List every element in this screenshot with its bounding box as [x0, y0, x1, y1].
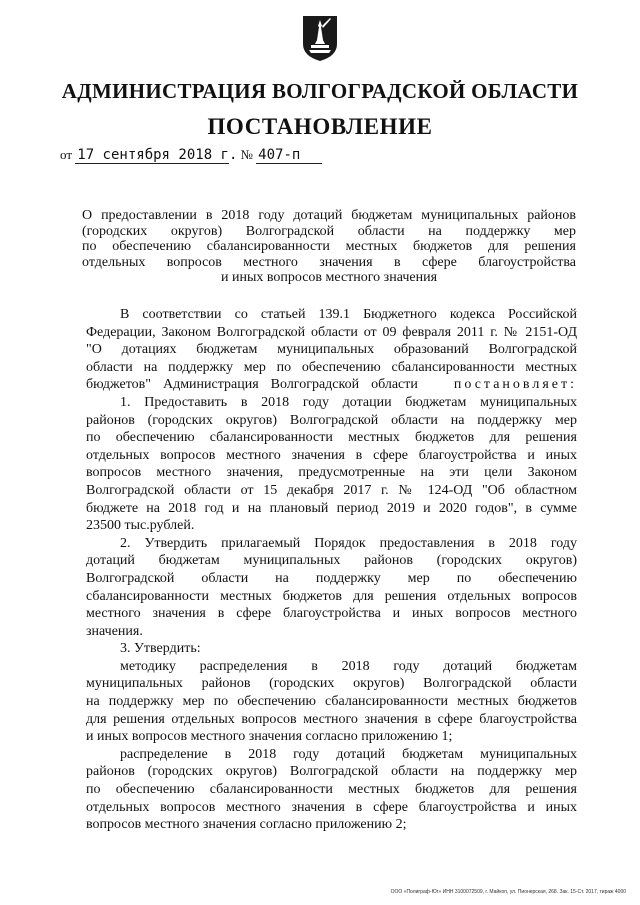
body-line: отдельных вопросов местного значения в сфере благоустройства и иных [86, 799, 577, 815]
body-line: для решения отдельных вопросов местного значения в сфере благоустройства [86, 711, 577, 727]
body-line: 3. Утвердить: [120, 641, 201, 657]
body-line: на поддержку мер по обеспечению сбалансированности местных бюджетов [86, 694, 577, 710]
organization-title: АДМИНИСТРАЦИЯ ВОЛГОГРАДСКОЙ ОБЛАСТИ [61, 79, 579, 103]
body-line: отдельных вопросов местного значения в сфере благоустройства и иных [86, 447, 577, 463]
subject-line: О предоставлении в 2018 году дотаций бюджетам муниципальных районов [82, 208, 576, 223]
body-line: муниципальных районов (городских округов) Волгоградской области [86, 676, 577, 692]
subject-line: и иных вопросов местного значения [220, 270, 438, 286]
subject-line: отдельных вопросов местного значения в сфере благоустройства [82, 254, 576, 270]
document-subject [82, 208, 576, 286]
body-line: районов (городских округов) Волгоградской области на поддержку мер [86, 764, 577, 780]
body-line: дотаций бюджетам муниципальных районов (городских округов) [86, 553, 577, 569]
document-number: 407-п [258, 147, 301, 163]
body-line: методику распределения в 2018 году дотаций бюджетам [120, 658, 577, 674]
body-line: В соответствии со статьей 139.1 Бюджетного кодекса Российской [120, 307, 577, 322]
body-line: 23500 тыс.рублей. [86, 518, 195, 534]
subject-line: (городских округов) Волгоградской области на поддержку мер [82, 223, 576, 239]
body-line: бюджете на 2018 год и на плановый период 2019 и 2020 годов", в сумме [86, 500, 577, 516]
resolves-word: постановляет: [453, 377, 577, 393]
body-line: вопросов местного значения, предусмотренные на эти цели Законом [86, 465, 577, 481]
volgograd-coat-of-arms-icon [301, 14, 339, 62]
body-line: вопросов местного значения согласно приложению 2; [86, 817, 407, 833]
document-type-title: ПОСТАНОВЛЕНИЕ [207, 114, 433, 139]
body-line: по обеспечению сбалансированности местных бюджетов для решения [86, 782, 577, 798]
body-line: сбалансированности местных бюджетов для решения отдельных вопросов [86, 588, 577, 604]
body-line: значения. [86, 623, 143, 639]
body-line: распределение в 2018 году дотаций бюджетам муниципальных [120, 746, 577, 762]
body-line: "О дотациях бюджетам муниципальных образований Волгоградской [86, 342, 577, 358]
body-line: Волгоградской области от 15 декабря 2017 г. № 124-ОД "Об областном [86, 482, 577, 498]
number-field [256, 147, 322, 164]
subject-line: по обеспечению сбалансированности местных бюджетов для решения [82, 239, 576, 255]
body-line: и иных вопросов местного значения согласно приложению 1; [86, 729, 453, 745]
document-date: 17 сентября 2018 г. [77, 147, 238, 163]
document-body [86, 306, 577, 834]
body-line: районов (городских округов) Волгоградской области на поддержку мер [86, 412, 577, 428]
body-line: 1. Предоставить в 2018 году дотации бюджетам муниципальных [120, 394, 577, 410]
from-label: от [60, 147, 73, 162]
body-line: Волгоградской области на поддержку мер по обеспечению [86, 570, 577, 586]
date-number-line [60, 147, 322, 164]
body-line: 2. Утвердить прилагаемый Порядок предоставления в 2018 году [120, 535, 577, 551]
body-line-resolution [86, 376, 577, 394]
date-field [75, 147, 238, 164]
number-label: № [240, 147, 253, 162]
body-line-text: бюджетов" Администрация Волгоградской области [86, 377, 418, 393]
body-line: области на поддержку мер по обеспечению сбалансированности местных [86, 359, 577, 375]
body-line: местного значения в сфере благоустройства и иных вопросов местного [86, 606, 577, 622]
printer-imprint: ООО «Полиграф-Юг» ИНН 3100072509, г. Майкоп, ул. Пионерская, 268. Зак. 15-Ст. 2017, тираж 4000 [390, 889, 626, 895]
body-line: Федерации, Законом Волгоградской области от 09 февраля 2011 г. № 2151-ОД [86, 324, 577, 340]
body-line: по обеспечению сбалансированности местных бюджетов для решения [86, 430, 577, 446]
